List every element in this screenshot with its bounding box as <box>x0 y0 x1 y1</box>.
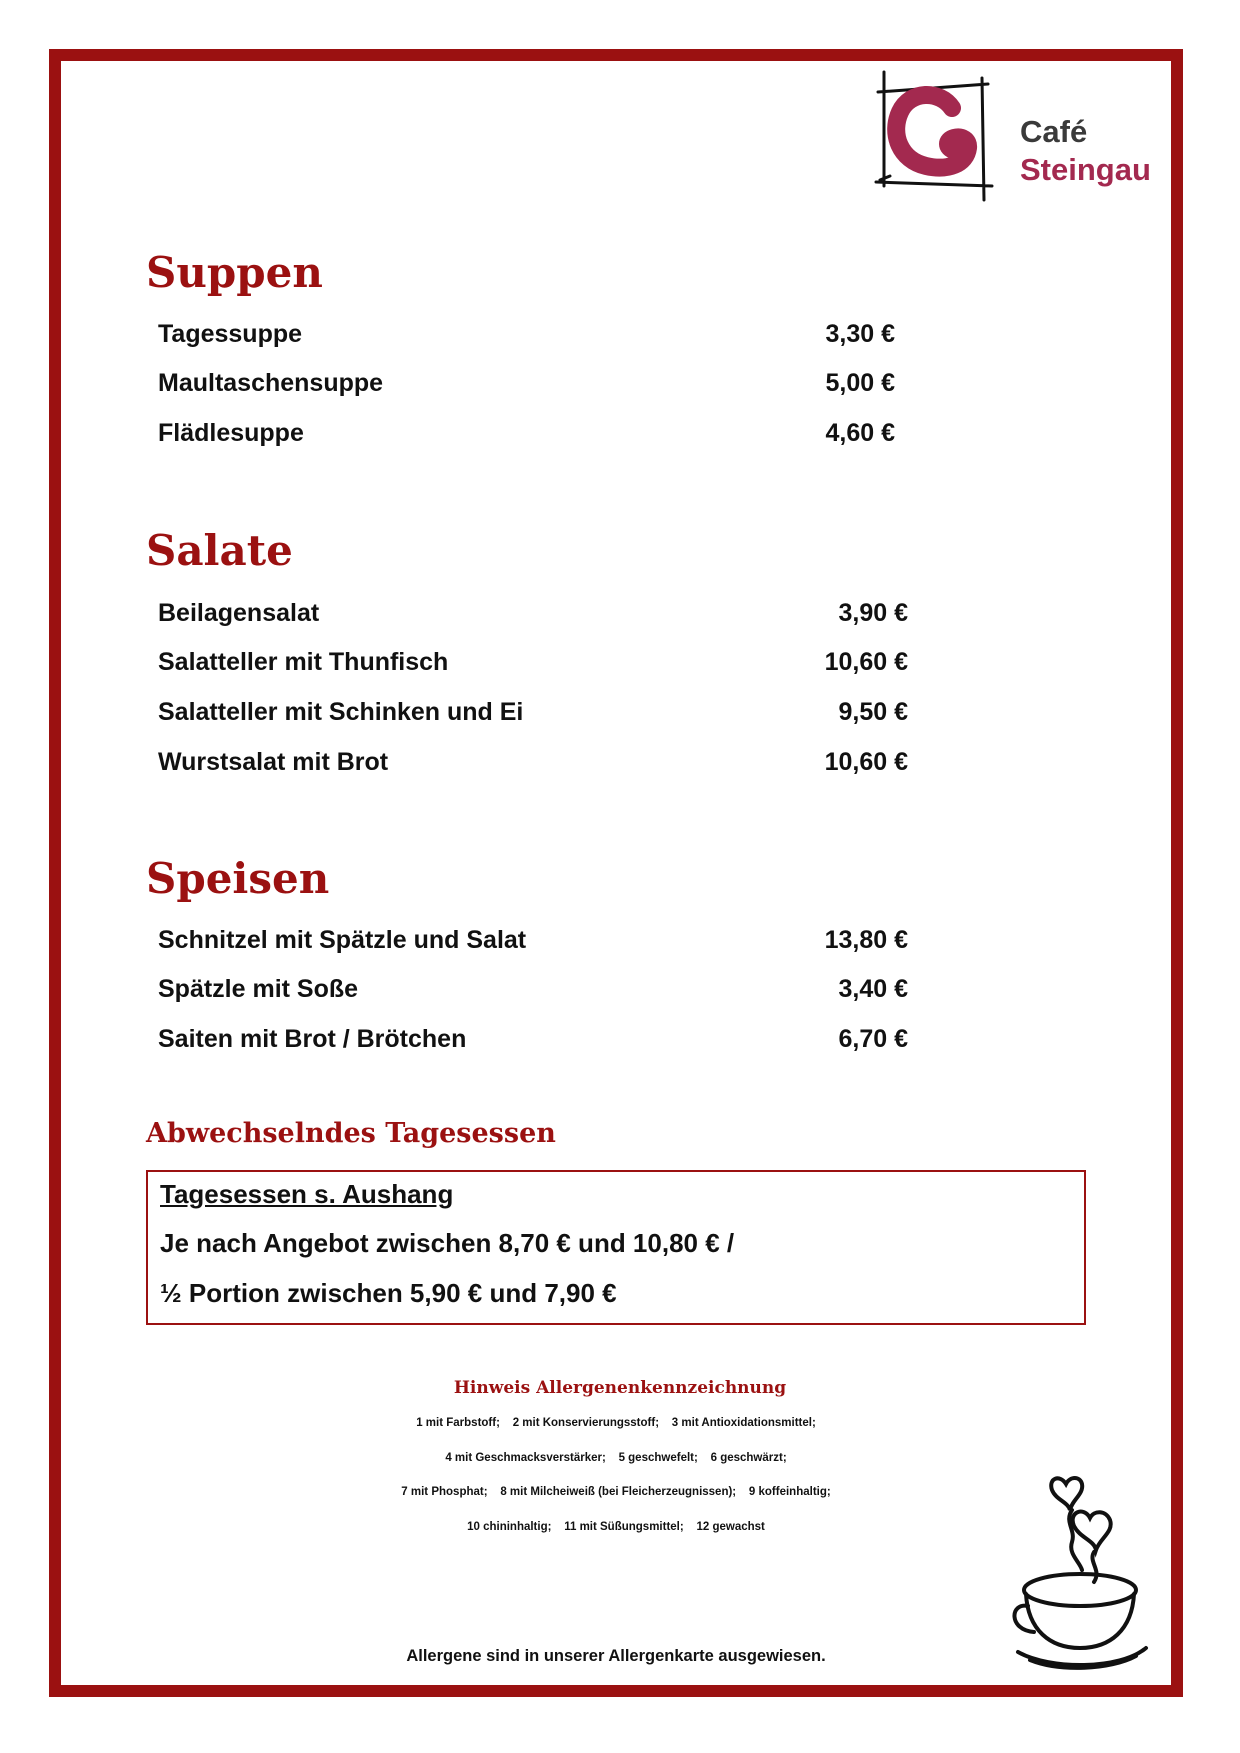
allergen-line: 10 chininhaltig; 11 mit Süßungsmittel; 12 gewachst <box>467 1521 765 1533</box>
logo-g-mark <box>870 68 1005 203</box>
section-title-salate: Salate <box>146 526 293 575</box>
item-price: 13,80 € <box>824 926 908 954</box>
item-name: Schnitzel mit Spätzle und Salat <box>158 926 527 954</box>
item-price: 4,60 € <box>825 419 895 447</box>
logo-steingau-text: Steingau <box>1020 152 1151 187</box>
menu-item <box>158 972 908 1006</box>
logo-cafe-text: Café <box>1020 114 1088 149</box>
item-price: 9,50 € <box>838 698 908 726</box>
menu-item <box>158 695 908 729</box>
item-name: Saiten mit Brot / Brötchen <box>158 1025 467 1053</box>
item-price: 10,60 € <box>824 748 908 776</box>
special-heading: Tagesessen s. Aushang <box>160 1179 454 1209</box>
allergen-line: 7 mit Phosphat; 8 mit Milcheiweiß (bei Fleicherzeugnissen); 9 koffeinhaltig; <box>401 1486 831 1498</box>
menu-item <box>158 1022 908 1056</box>
special-box <box>146 1170 1086 1325</box>
footer-note: Allergene sind in unserer Allergenkarte ausgewiesen. <box>406 1647 826 1665</box>
item-name: Salatteller mit Schinken und Ei <box>158 698 524 726</box>
item-price: 3,90 € <box>838 599 908 627</box>
special-title: Abwechselndes Tagesessen <box>146 1118 556 1149</box>
item-name: Flädlesuppe <box>158 419 304 447</box>
item-name: Spätzle mit Soße <box>158 975 359 1003</box>
item-name: Beilagensalat <box>158 599 320 627</box>
menu-item <box>158 745 908 779</box>
item-name: Tagessuppe <box>158 320 303 348</box>
special-price-range: Je nach Angebot zwischen 8,70 € und 10,80 € / <box>160 1228 735 1258</box>
menu-item <box>158 366 895 400</box>
menu-item <box>158 416 895 450</box>
item-price: 10,60 € <box>824 648 908 676</box>
item-name: Maultaschensuppe <box>158 369 384 397</box>
item-name: Salatteller mit Thunfisch <box>158 648 449 676</box>
menu-item <box>158 645 908 679</box>
menu-item <box>158 923 908 957</box>
special-half-portion: ½ Portion zwischen 5,90 € und 7,90 € <box>160 1278 617 1308</box>
section-title-speisen: Speisen <box>146 854 330 903</box>
item-price: 5,00 € <box>825 369 895 397</box>
section-title-suppen: Suppen <box>146 248 323 297</box>
item-name: Wurstsalat mit Brot <box>158 748 389 776</box>
coffee-cup-icon <box>1010 1470 1150 1675</box>
item-price: 3,30 € <box>825 320 895 348</box>
menu-item <box>158 596 908 630</box>
menu-item <box>158 317 895 351</box>
allergen-title: Hinweis Allergenenkennzeichnung <box>453 1378 787 1398</box>
allergen-line: 4 mit Geschmacksverstärker; 5 geschwefelt; 6 geschwärzt; <box>445 1452 787 1464</box>
allergen-line: 1 mit Farbstoff; 2 mit Konservierungsstoff; 3 mit Antioxidationsmittel; <box>416 1417 816 1429</box>
item-price: 3,40 € <box>838 975 908 1003</box>
cafe-logo <box>870 68 1170 203</box>
item-price: 6,70 € <box>838 1025 908 1053</box>
